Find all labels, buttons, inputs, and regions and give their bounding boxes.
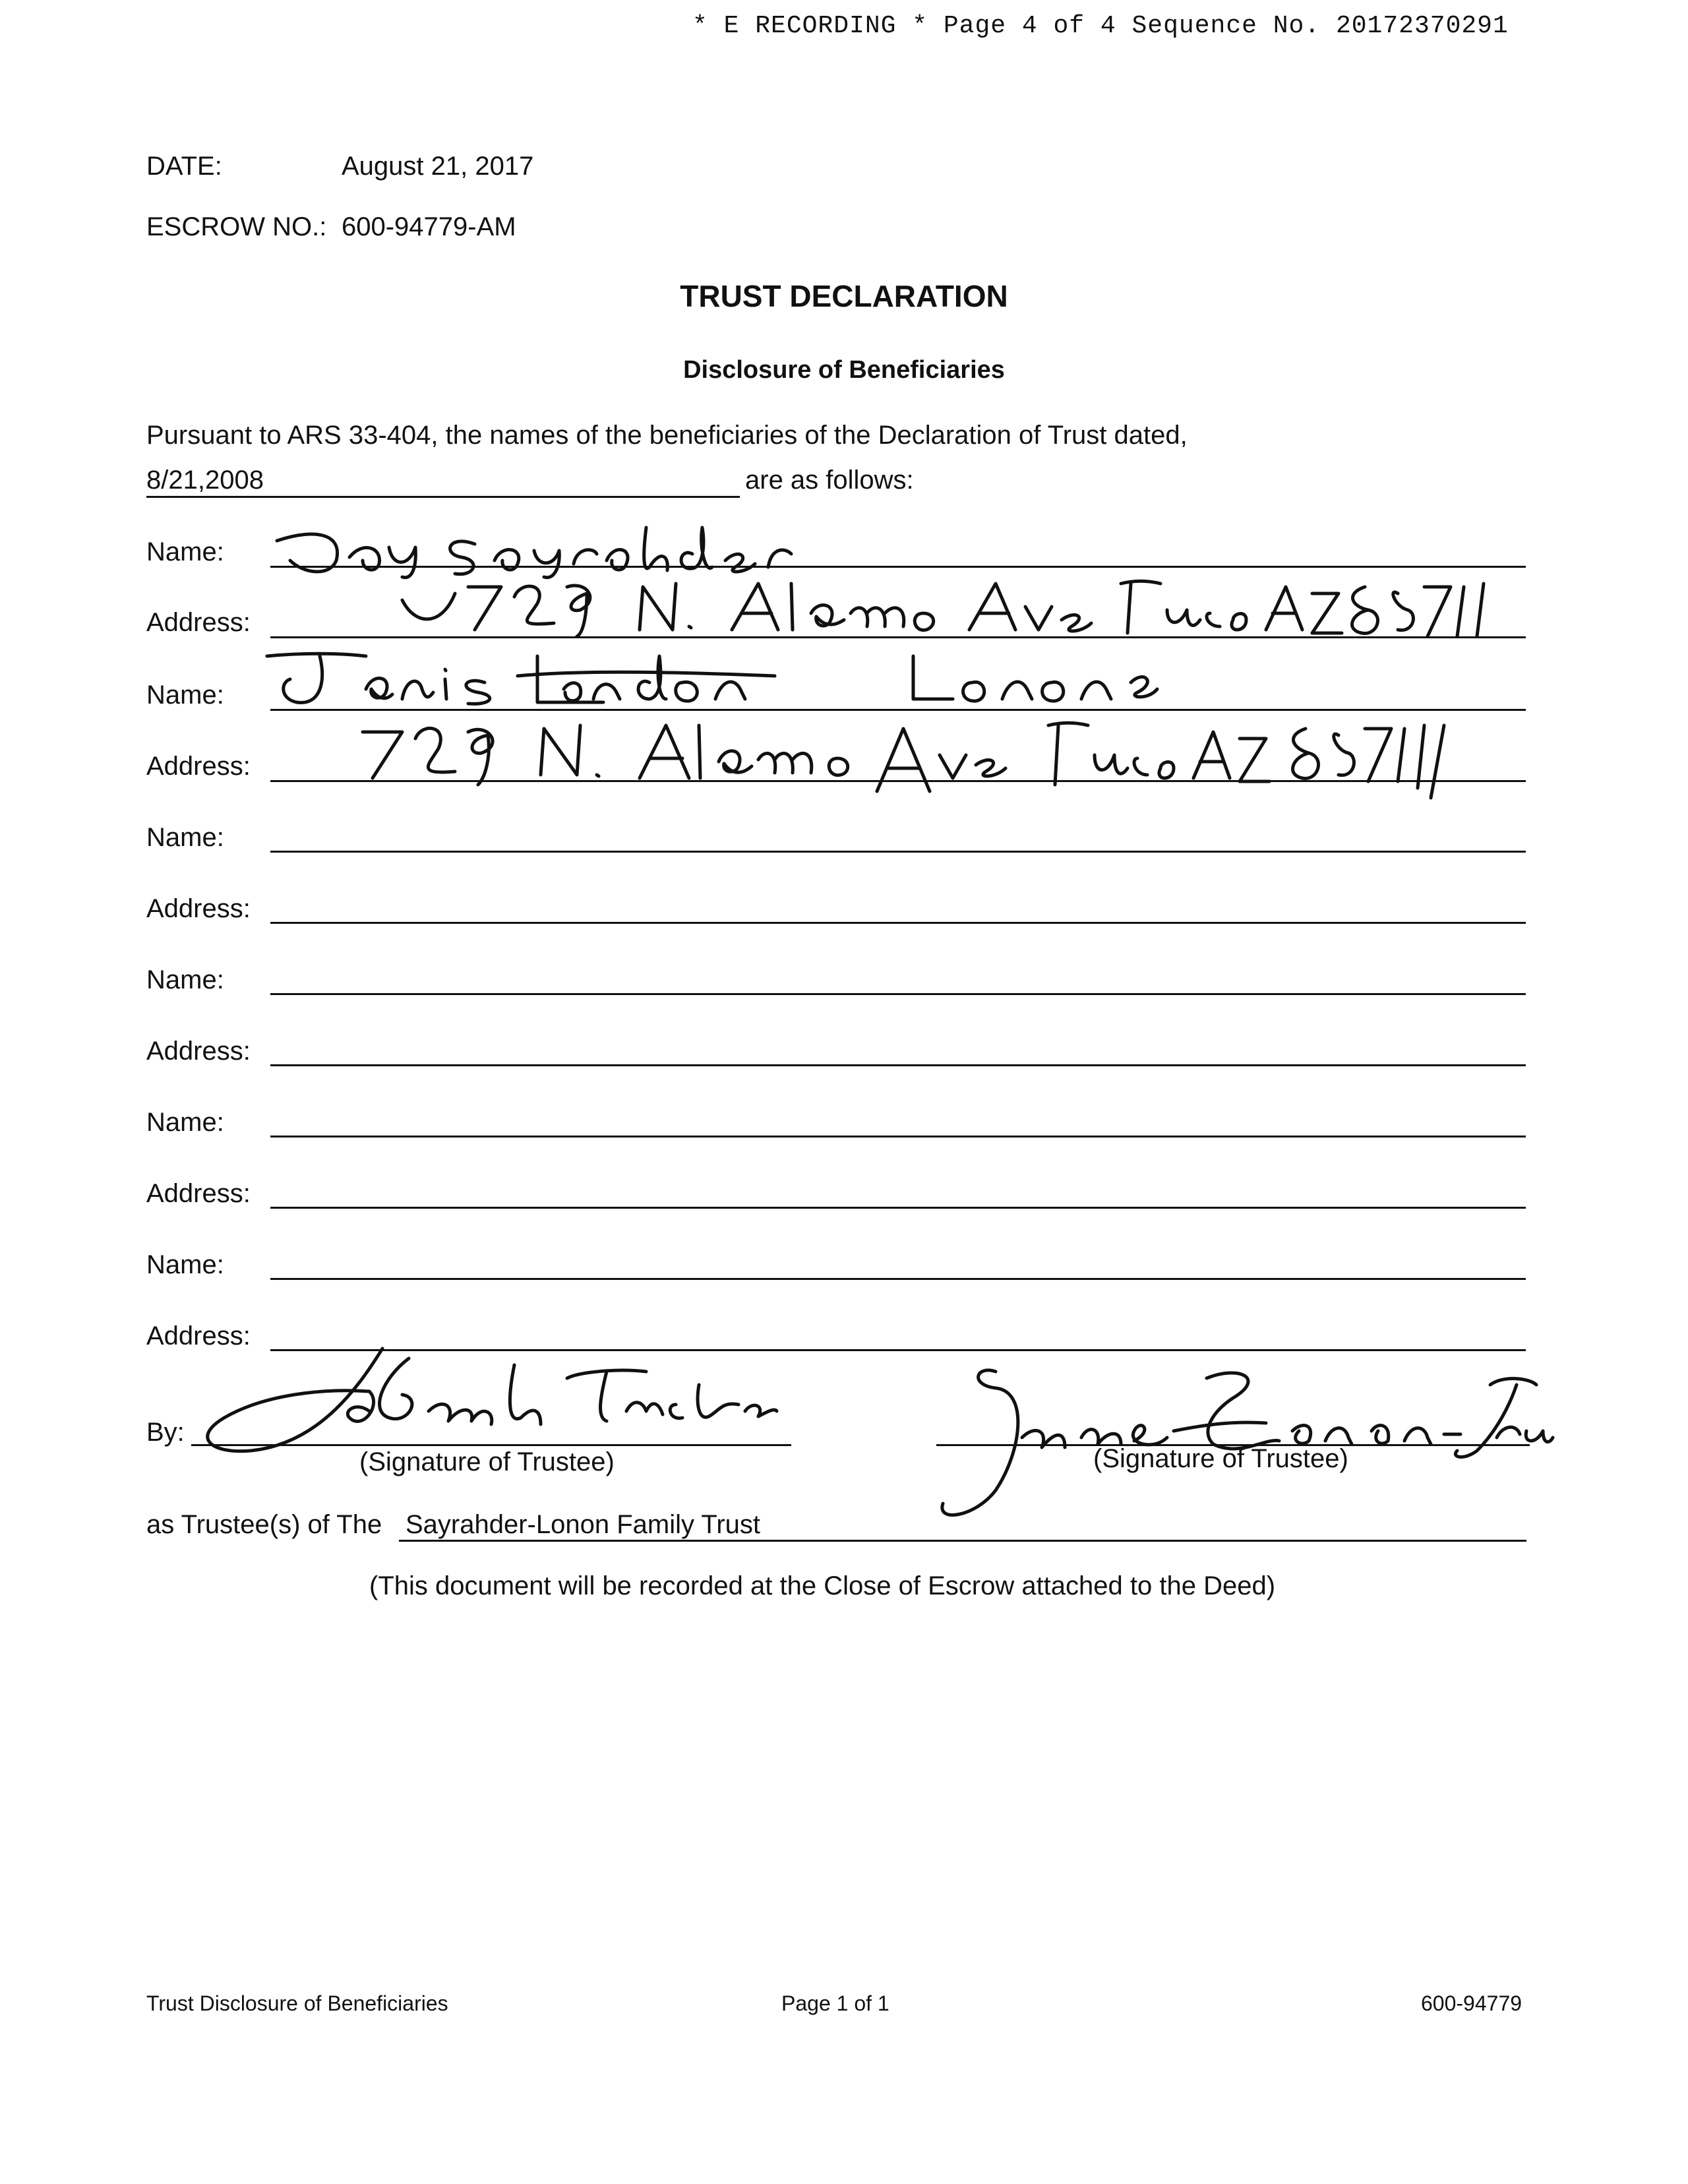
address-line [270, 1207, 1526, 1209]
trust-name: Sayrahder-Lonon Family Trust [406, 1510, 761, 1539]
intro-text: Pursuant to ARS 33-404, the names of the beneficiaries of the Declaration of Trust dated, [146, 421, 1188, 450]
trustee2-caption: (Signature of Trustee) [1093, 1444, 1348, 1473]
address-label: Address: [146, 1321, 251, 1350]
address-label: Address: [146, 1179, 251, 1208]
trust-label: as Trustee(s) of The [146, 1510, 382, 1539]
name-line [270, 1136, 1526, 1138]
handwritten-address-1 [389, 574, 1550, 646]
trustee2-signature [923, 1358, 1556, 1530]
address-line [270, 1064, 1526, 1066]
footer-left: Trust Disclosure of Beneficiaries [146, 1991, 448, 2015]
address-label: Address: [146, 1037, 251, 1066]
intro-suffix: are as follows: [745, 466, 914, 495]
escrow-value: 600-94779-AM [342, 212, 516, 241]
document-title: TRUST DECLARATION [680, 279, 1008, 313]
name-line [270, 1278, 1526, 1280]
date-label: DATE: [146, 152, 222, 181]
trust-name-line [399, 1540, 1526, 1542]
footer-page-number: Page 1 of 1 [781, 1991, 889, 2015]
recording-note: (This document will be recorded at the Close of Escrow attached to the Deed) [369, 1571, 1276, 1600]
trustee1-caption: (Signature of Trustee) [359, 1447, 615, 1476]
name-label: Name: [146, 681, 224, 710]
name-line [270, 993, 1526, 995]
name-line [270, 851, 1526, 853]
name-label: Name: [146, 1108, 224, 1137]
address-label: Address: [146, 608, 251, 637]
recording-header: * E RECORDING * Page 4 of 4 Sequence No. 20172370291 [692, 12, 1509, 40]
handwritten-address-2 [349, 712, 1602, 804]
handwritten-name-2 [260, 643, 1250, 715]
escrow-label: ESCROW NO.: [146, 212, 327, 241]
footer-escrow-number: 600-94779 [1421, 1991, 1522, 2015]
address-line [270, 922, 1526, 924]
name-label: Name: [146, 965, 224, 994]
date-value: August 21, 2017 [342, 152, 534, 181]
name-label: Name: [146, 1250, 224, 1279]
name-label: Name: [146, 537, 224, 566]
address-label: Address: [146, 894, 251, 923]
document-subtitle: Disclosure of Beneficiaries [683, 356, 1005, 384]
address-label: Address: [146, 752, 251, 781]
handwritten-name-1 [264, 521, 1253, 580]
trust-date-line [146, 496, 740, 498]
trustee1-signature [171, 1339, 778, 1471]
trust-date-value: 8/21,2008 [146, 466, 264, 495]
name-label: Name: [146, 823, 224, 852]
by-label: By: [146, 1418, 185, 1447]
